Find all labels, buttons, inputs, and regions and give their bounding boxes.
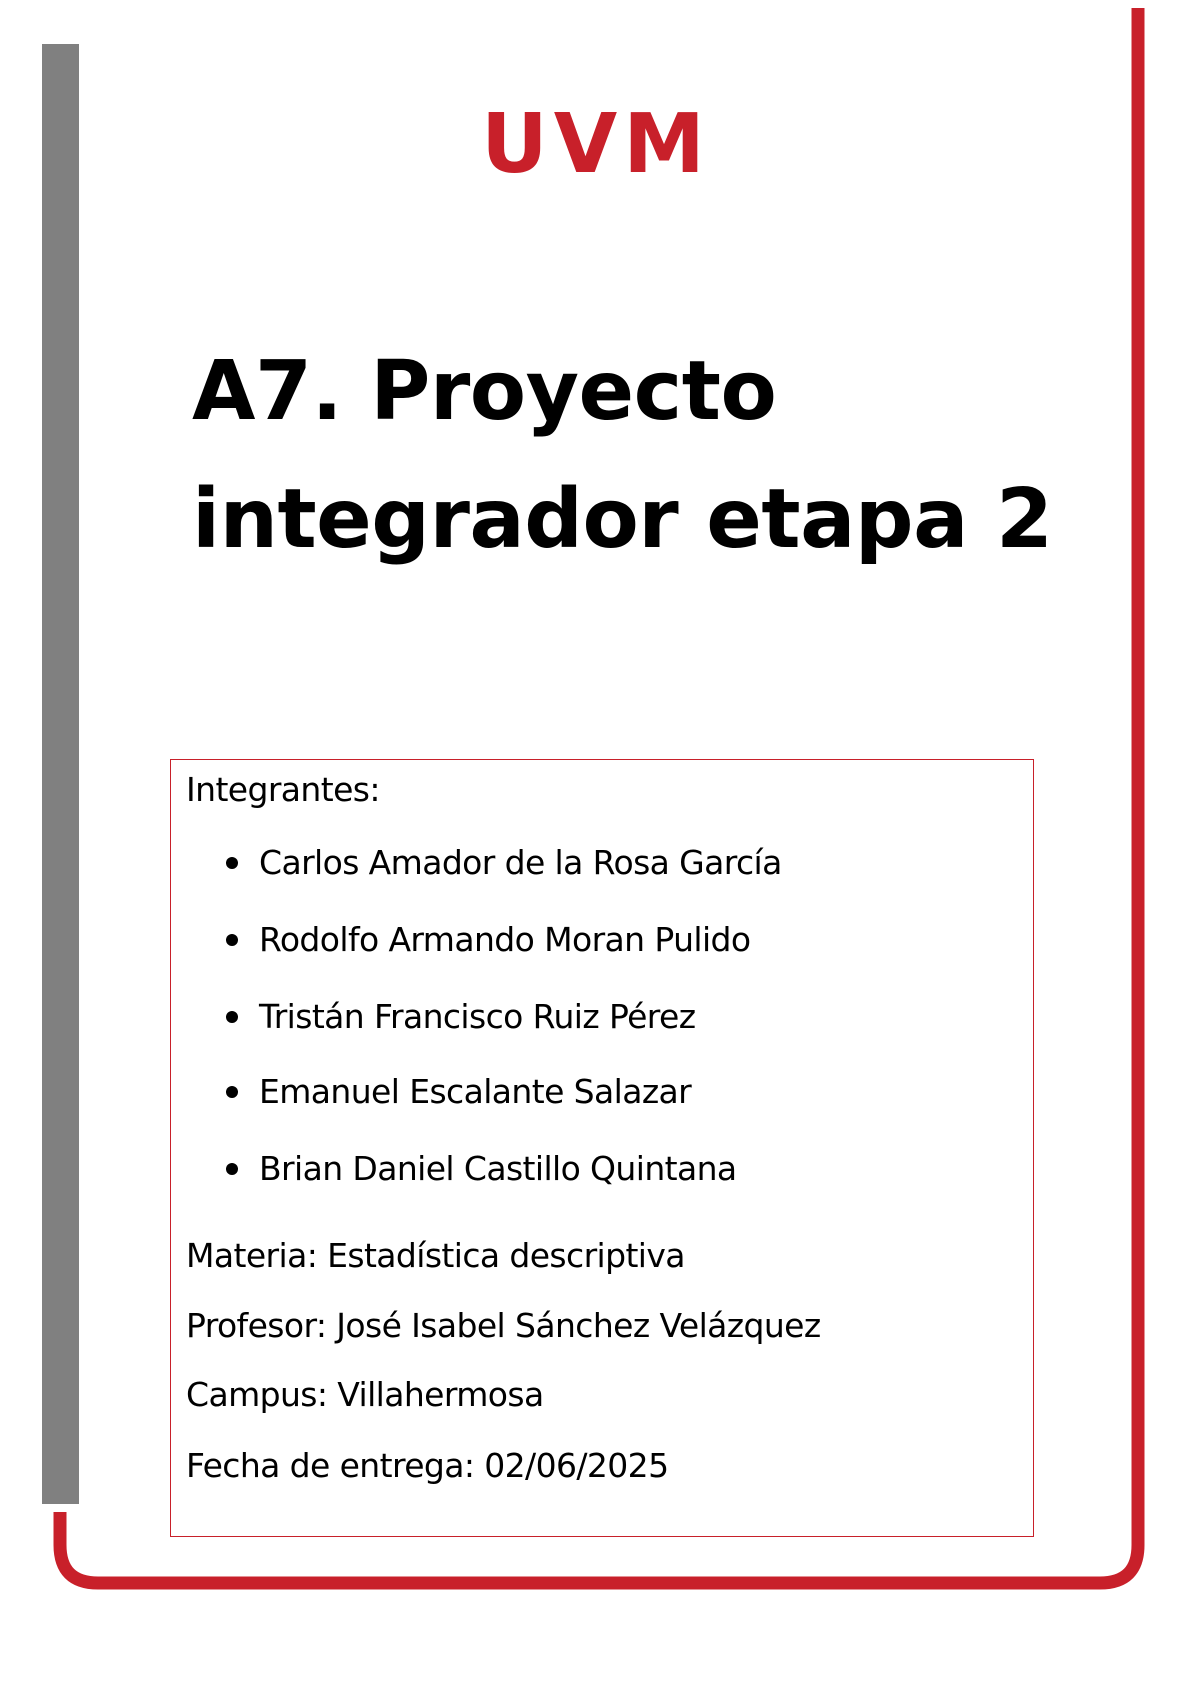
title-line-2: integrador etapa 2 xyxy=(192,472,1053,567)
member-name: Carlos Amador de la Rosa García xyxy=(259,843,782,882)
member-item xyxy=(226,843,1006,883)
bullet-icon xyxy=(226,1086,238,1098)
document-title xyxy=(192,328,1092,584)
due-date-line: Fecha de entrega: 02/06/2025 xyxy=(186,1446,669,1485)
member-name: Emanuel Escalante Salazar xyxy=(259,1072,692,1111)
uvm-logo xyxy=(464,102,728,186)
member-item xyxy=(226,1072,1006,1112)
subject-line: Materia: Estadística descriptiva xyxy=(186,1236,685,1275)
bullet-icon xyxy=(226,857,238,869)
members-label: Integrantes: xyxy=(186,770,380,809)
bullet-icon xyxy=(226,1011,238,1023)
member-item xyxy=(226,997,1006,1037)
campus-line: Campus: Villahermosa xyxy=(186,1375,544,1414)
member-name: Tristán Francisco Ruiz Pérez xyxy=(259,997,696,1036)
bullet-icon xyxy=(226,1163,238,1175)
professor-line: Profesor: José Isabel Sánchez Velázquez xyxy=(186,1306,821,1345)
member-name: Brian Daniel Castillo Quintana xyxy=(259,1149,737,1188)
member-item xyxy=(226,1149,1006,1189)
member-item xyxy=(226,920,1006,960)
bullet-icon xyxy=(226,934,238,946)
title-line-1: A7. Proyecto xyxy=(192,344,777,439)
uvm-logo-text: UVM xyxy=(481,102,711,186)
member-name: Rodolfo Armando Moran Pulido xyxy=(259,920,751,959)
